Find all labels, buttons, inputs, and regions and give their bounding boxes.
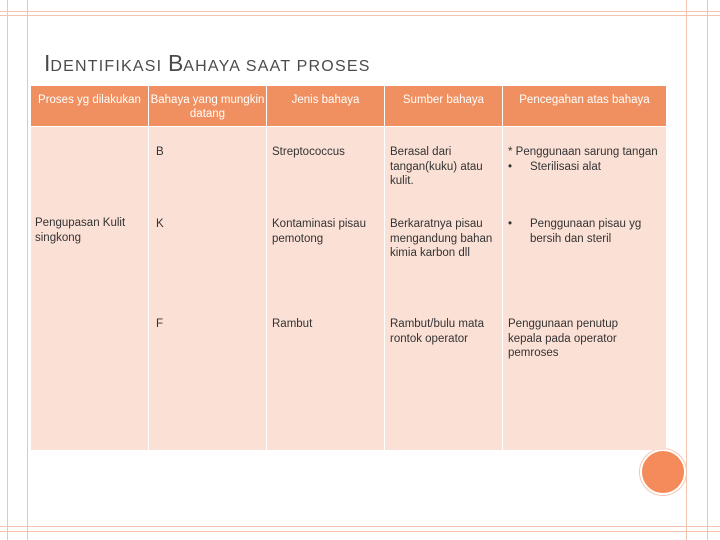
row3-jenis: Rambut bbox=[272, 318, 313, 330]
slide-title bbox=[44, 46, 371, 80]
header-sumber: Sumber bahaya bbox=[385, 86, 502, 126]
title-cap-1: I bbox=[44, 50, 51, 76]
column-proses-bg bbox=[31, 127, 148, 450]
row1-pencegahan-line1: * Penggunaan sarung tangan bbox=[508, 146, 658, 158]
header-bahaya: Bahaya yang mungkin datang bbox=[149, 86, 266, 126]
title-cap-2: B bbox=[167, 50, 184, 76]
header-pencegahan: Pencegahan atas bahaya bbox=[503, 86, 666, 126]
header-proses: Proses yg dilakukan bbox=[31, 86, 148, 126]
row1-jenis: Streptococcus bbox=[272, 146, 345, 158]
row3-sumber: Rambut/bulu mata rontok operator bbox=[390, 318, 484, 345]
frame-top-line-inner bbox=[0, 15, 720, 16]
row2-sumber: Berkaratnya pisau mengandung bahan kimia karbon dll bbox=[390, 218, 493, 259]
process-cell: Pengupasan Kulit singkong bbox=[35, 217, 126, 244]
frame-left-border bbox=[7, 0, 28, 540]
column-bahaya-bg bbox=[149, 127, 266, 450]
row2-pencegahan-text: Penggunaan pisau yg bersih dan steril bbox=[530, 218, 642, 245]
frame-bottom-line-inner bbox=[0, 531, 720, 532]
row2-pencegahan-bullet-row bbox=[508, 217, 660, 246]
column-pencegahan-bg bbox=[503, 127, 666, 450]
row1-pencegahan bbox=[508, 145, 660, 174]
row1-pencegahan-line2: Sterilisasi alat bbox=[530, 160, 601, 173]
frame-top-line bbox=[0, 11, 720, 12]
row1-bahaya: B bbox=[156, 146, 164, 158]
row3-bahaya: F bbox=[156, 318, 164, 330]
row2-jenis: Kontaminasi pisau pemotong bbox=[272, 218, 366, 245]
row2-bahaya: K bbox=[156, 218, 164, 230]
row3-pencegahan: Penggunaan penutup kepala pada operator pemroses bbox=[508, 318, 618, 359]
row1-sumber: Berasal dari tangan(kuku) atau kulit. bbox=[390, 146, 483, 187]
title-word-3: SAAT PROSES bbox=[245, 58, 371, 75]
bullet-icon: • bbox=[508, 160, 513, 173]
accent-circle bbox=[640, 449, 686, 495]
bullet-icon: • bbox=[508, 218, 513, 230]
title-word-2: AHAYA bbox=[183, 58, 241, 75]
title-word-1: DENTIFIKASI bbox=[50, 58, 163, 75]
frame-right-border bbox=[686, 0, 708, 540]
header-jenis: Jenis bahaya bbox=[267, 86, 384, 126]
column-jenis-bg bbox=[267, 127, 384, 450]
row1-pencegahan-bullet-row bbox=[508, 160, 660, 175]
frame-bottom-line bbox=[0, 526, 720, 527]
row2-pencegahan bbox=[508, 217, 660, 246]
